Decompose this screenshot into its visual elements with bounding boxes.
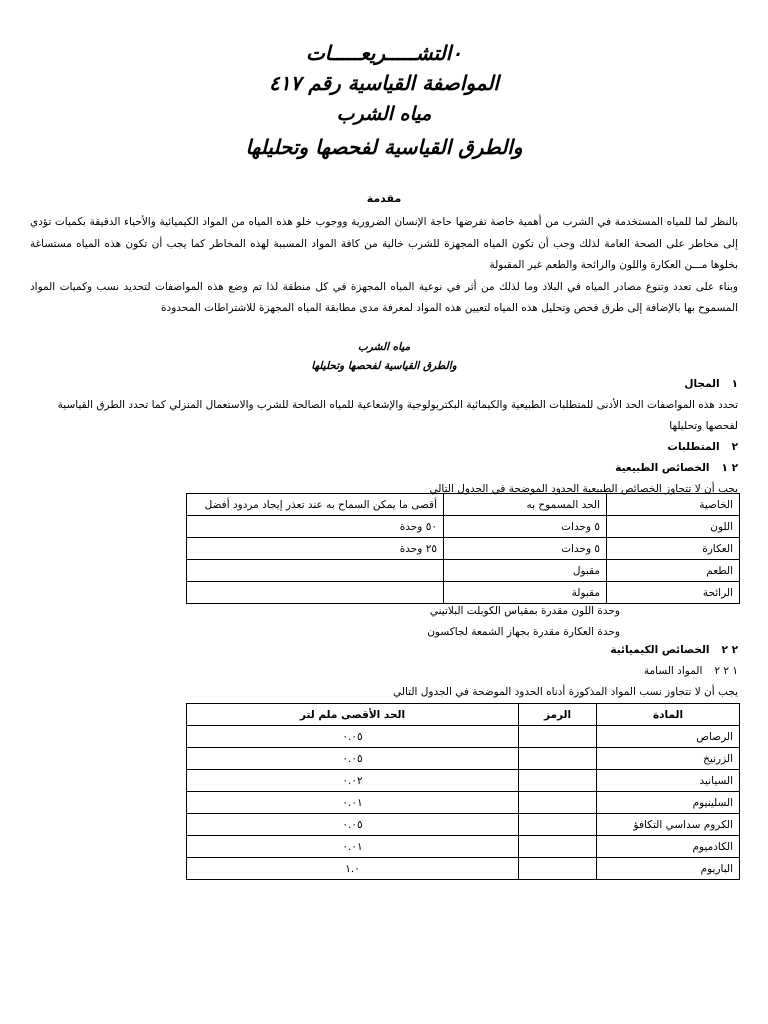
subtitle-line-2: والطرق القياسية لفحصها وتحليلها <box>311 360 457 372</box>
table-cell: الرائحة <box>607 582 740 604</box>
section-1-text: تحدد هذه المواصفات الحد الأدنى للمتطلبات الطبيعية والكيمائية البكتريولوجية والإشعاعية للمياه الصالحة للشرب والاستعمال المنزلي كما تحدد الطرق القياسية لفحصها وتحليلها <box>57 399 738 432</box>
table-row <box>187 814 740 836</box>
note-turbidity-unit: وحدة العكارة مقدرة بجهاز الشمعة لجاكسون <box>427 626 620 638</box>
table-header-cell: الحد الأقصى ملم لتر <box>187 704 519 726</box>
table-cell: مقبولة <box>444 582 607 604</box>
table-cell: ٥ وحدات <box>444 516 607 538</box>
table-cell: الكادميوم <box>597 836 740 858</box>
table-header-row <box>187 494 740 516</box>
table-row <box>187 516 740 538</box>
table-row <box>187 792 740 814</box>
table-cell: الكروم سداسي التكافؤ <box>597 814 740 836</box>
section-2-2-title: الخصائص الكيميائية <box>610 644 710 656</box>
table-header-cell: أقصى ما يمكن السماح به عند تعذر إيجاد مردود أفضل <box>187 494 444 516</box>
table-row <box>187 726 740 748</box>
table-cell <box>187 560 444 582</box>
title-test-methods: والطرق القياسية لفحصها وتحليلها <box>245 135 523 159</box>
chemical-section <box>28 640 738 703</box>
table-header-row <box>187 704 740 726</box>
title-standard-number: المواصفة القياسية رقم ٤١٧ <box>269 71 499 95</box>
intro-paragraph-1: بالنظر لما للمياه المستخدمة في الشرب من أهمية خاصة تفرضها حاجة الإنسان الضرورية ووجوب خلو هذه المياه من المواد الكيميائية والأحياء الدقيقة بكميات تؤدي إلى مخاطر على الصحة العامة لذلك وجب أن تكون المياه المجهزة للشرب خالية من كافة المواد المسببة لهذه المخاطر كما يجب أن تكون هذه المياه مستساغة بخلوها مـــن العكارة واللون والرائحة والطعم غير المقبولة <box>30 216 738 271</box>
table-cell: ٠.٠٥ <box>187 726 519 748</box>
section-2-heading <box>28 437 738 458</box>
table-header-cell: الحد المسموح به <box>444 494 607 516</box>
note-color-unit: وحدة اللون مقدرة بمقياس الكوبلت البلاتيني <box>429 605 620 617</box>
table-cell: الزرنيخ <box>597 748 740 770</box>
table-row <box>187 858 740 880</box>
table-cell: السيانيد <box>597 770 740 792</box>
subtitle-line-1: مياه الشرب <box>357 341 411 353</box>
table-row <box>187 560 740 582</box>
table-cell <box>519 792 597 814</box>
section-1-title: المجال <box>684 378 720 390</box>
table-cell <box>519 726 597 748</box>
table-cell: السلينيوم <box>597 792 740 814</box>
table-cell: العكارة <box>607 538 740 560</box>
section-2-title: المتطلبات <box>667 441 720 453</box>
title-legislation: ٠التشـــــريعـــــات <box>305 41 463 65</box>
table-header-cell: الرمز <box>519 704 597 726</box>
table-cell: ٠.٠٥ <box>187 748 519 770</box>
table-cell: اللون <box>607 516 740 538</box>
section-2-2-heading <box>28 640 738 661</box>
table-cell: ٥٠ وحدة <box>187 516 444 538</box>
subtitle <box>0 338 768 376</box>
table-row <box>187 770 740 792</box>
table-cell: ٢٥ وحدة <box>187 538 444 560</box>
requirements-section <box>28 374 738 500</box>
section-1-number: ١ <box>731 378 738 390</box>
table-cell: ٠.٠١ <box>187 836 519 858</box>
table-cell <box>519 770 597 792</box>
section-1-heading <box>28 374 738 395</box>
units-notes <box>427 601 620 643</box>
section-2-2-1-title: المواد السامة <box>643 665 703 677</box>
section-2-1-title: الخصائص الطبيعية <box>615 462 710 474</box>
title-block <box>0 38 768 164</box>
intro-text <box>30 212 738 320</box>
section-2-2-1-text: يجب أن لا تتجاوز نسب المواد المذكورة أدناه الحدود الموضحة في الجدول التالي <box>393 686 738 698</box>
table-cell: الطعم <box>607 560 740 582</box>
section-2-1-heading <box>28 458 738 479</box>
section-2-number: ٢ <box>731 441 738 453</box>
section-2-1-number: ٢ ١ <box>721 462 738 474</box>
table-cell: الرصاص <box>597 726 740 748</box>
toxic-substances-table <box>186 703 740 880</box>
title-drinking-water: مياه الشرب <box>336 103 432 125</box>
table-cell: ٥ وحدات <box>444 538 607 560</box>
table-cell: الباريوم <box>597 858 740 880</box>
table-cell: ٠.٠١ <box>187 792 519 814</box>
intro-paragraph-2: وبناء على تعدد وتنوع مصادر المياه في البلاد وما لذلك من أثر في نوعية المياه المجهزة في كل منطقة لذا تم وضع هذه المواصفات لتحديد نسب وكميات المواد المسموح بها بالإضافة إلى طرق فحص وتحليل هذه المياه لتعيين هذه المواد لمعرفة مدى مطابقة المياه المجهزة للاشتراطات المحدودة <box>30 280 738 314</box>
table-header-cell: المادة <box>597 704 740 726</box>
table-cell: ١.٠ <box>187 858 519 880</box>
table-row <box>187 748 740 770</box>
table-cell <box>187 582 444 604</box>
table-cell <box>519 836 597 858</box>
table-row <box>187 836 740 858</box>
table-row <box>187 538 740 560</box>
section-2-2-1-heading <box>28 661 738 682</box>
table-cell: ٠.٠٢ <box>187 770 519 792</box>
section-2-2-number: ٢ ٢ <box>721 644 738 656</box>
table-cell: ٠.٠٥ <box>187 814 519 836</box>
section-2-2-1-number: ١ ٢ ٢ <box>714 665 738 677</box>
table-cell <box>519 748 597 770</box>
table-cell <box>519 858 597 880</box>
intro-heading: مقدمة <box>366 192 402 205</box>
table-header-cell: الخاصية <box>607 494 740 516</box>
table-cell: مقبول <box>444 560 607 582</box>
section-2-1-text: يجب أن لا تتجاوز الخصائص الطبيعية الحدود الموضحة في الجدول التالي <box>429 483 738 495</box>
table-cell <box>519 814 597 836</box>
physical-properties-table <box>186 493 740 604</box>
